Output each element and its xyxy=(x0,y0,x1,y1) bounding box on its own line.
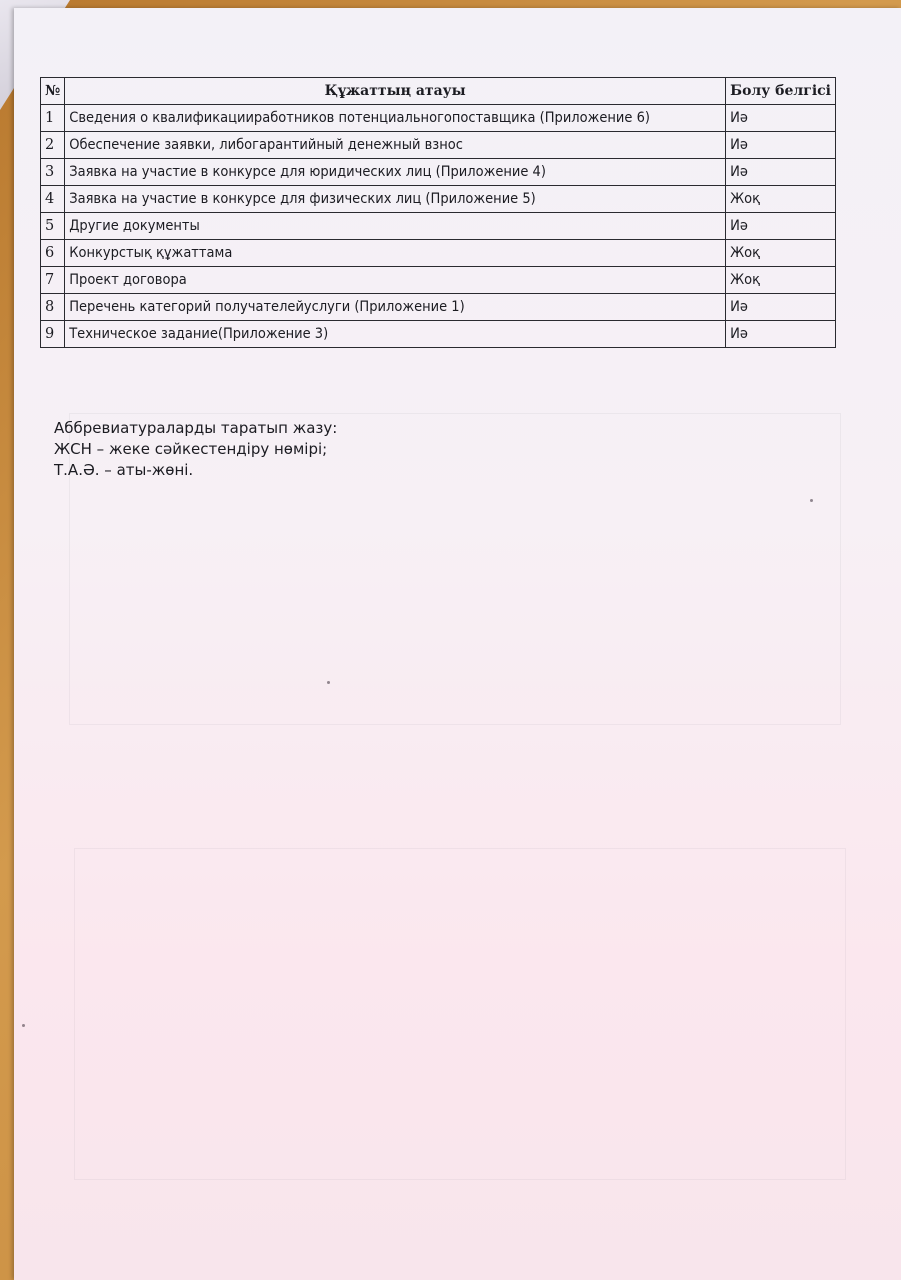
presence-mark: Жоқ xyxy=(726,267,836,294)
paper-speck xyxy=(810,499,813,502)
document-name: Заявка на участие в конкурсе для юридических лиц (Приложение 4) xyxy=(65,159,726,186)
column-header-presence-mark: Болу белгісі xyxy=(726,78,836,105)
abbreviation-line: Т.А.Ә. – аты-жөні. xyxy=(54,461,194,479)
row-number: 4 xyxy=(41,186,65,213)
table-row xyxy=(41,321,836,348)
presence-mark: Иә xyxy=(726,294,836,321)
table-row xyxy=(41,267,836,294)
presence-mark: Жоқ xyxy=(726,186,836,213)
row-number: 1 xyxy=(41,105,65,132)
row-number: 2 xyxy=(41,132,65,159)
presence-mark: Иә xyxy=(726,213,836,240)
row-number: 3 xyxy=(41,159,65,186)
table-row xyxy=(41,105,836,132)
document-name: Обеспечение заявки, либогарантийный денежный взнос xyxy=(65,132,726,159)
presence-mark: Иә xyxy=(726,321,836,348)
document-name: Техническое задание(Приложение 3) xyxy=(65,321,726,348)
table-row xyxy=(41,240,836,267)
table-header-row xyxy=(41,78,836,105)
column-header-number: № xyxy=(41,78,65,105)
table-row xyxy=(41,132,836,159)
row-number: 9 xyxy=(41,321,65,348)
table-row xyxy=(41,294,836,321)
row-number: 8 xyxy=(41,294,65,321)
document-name: Конкурстық құжаттама xyxy=(65,240,726,267)
document-name: Сведения о квалификацииработников потенциальногопоставщика (Приложение 6) xyxy=(65,105,726,132)
row-number: 5 xyxy=(41,213,65,240)
presence-mark: Жоқ xyxy=(726,240,836,267)
show-through-table-lower xyxy=(74,848,846,1180)
paper-speck xyxy=(327,681,330,684)
paper-speck xyxy=(22,1024,25,1027)
row-number: 7 xyxy=(41,267,65,294)
presence-mark: Иә xyxy=(726,105,836,132)
table-row xyxy=(41,213,836,240)
document-name: Перечень категорий получателейуслуги (Приложение 1) xyxy=(65,294,726,321)
column-header-document-name: Құжаттың атауы xyxy=(65,78,726,105)
abbreviation-line: ЖСН – жеке сәйкестендіру нөмірі; xyxy=(54,440,328,458)
row-number: 6 xyxy=(41,240,65,267)
table-row xyxy=(41,159,836,186)
document-name: Проект договора xyxy=(65,267,726,294)
abbreviations-block xyxy=(54,418,337,481)
document-name: Другие документы xyxy=(65,213,726,240)
documents-table xyxy=(40,77,836,348)
abbreviations-heading: Аббревиатураларды таратып жазу: xyxy=(54,419,338,437)
presence-mark: Иә xyxy=(726,159,836,186)
table-row xyxy=(41,186,836,213)
presence-mark: Иә xyxy=(726,132,836,159)
document-name: Заявка на участие в конкурсе для физических лиц (Приложение 5) xyxy=(65,186,726,213)
